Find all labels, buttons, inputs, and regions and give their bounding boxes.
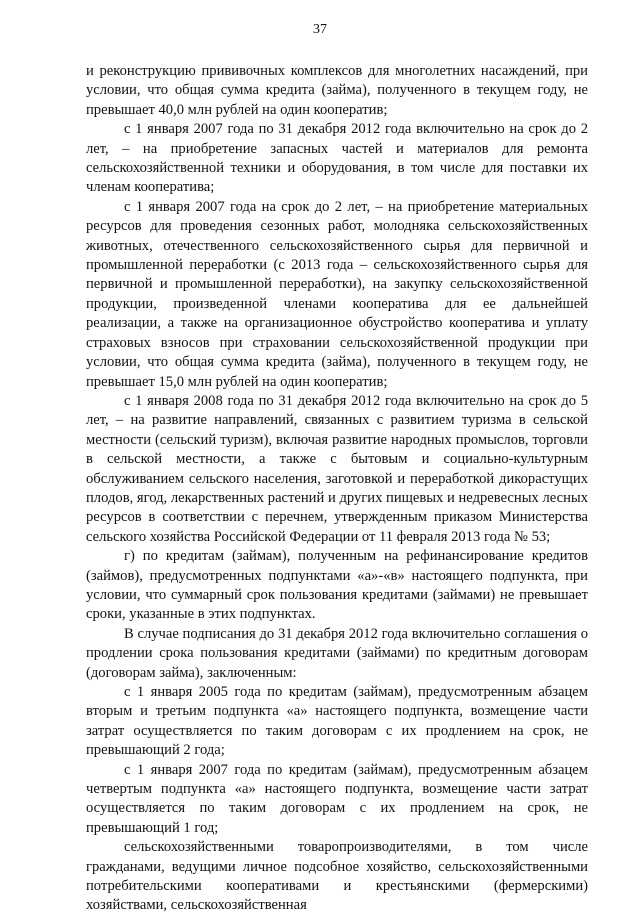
paragraph-3: с 1 января 2007 года на срок до 2 лет, – на приобретение материальных ресурсов для проведения сезонных работ, молодняка сельскохозяйственных животных, отечественного сельскохозяйственного сырья для первичной и промышленной переработки (с 2013 года – сельскохозяйственного сырья для первичной и промышленной переработки), на закупку сельскохозяйственной продукции, произведенной членами кооператива для ее дальнейшей реализации, а также на организационное обустройство кооператива и уплату страховых взносов при страховании сельскохозяйственной продукции при условии, что общая сумма кредита (займа), полученного в текущем году, не превышает 15,0 млн рублей на один кооператив;: [86, 198, 588, 390]
page-number: 37: [313, 22, 327, 37]
paragraph-8: с 1 января 2007 года по кредитам (займам), предусмотренным абзацем четвертым подпункта «а» настоящего подпункта, возмещение части затрат осуществляется по таким договорам с их продлением на срок, не превышающий 1 год;: [86, 761, 588, 836]
paragraph-7: с 1 января 2005 года по кредитам (займам), предусмотренным абзацем вторым и третьим подпункта «а» настоящего подпункта, возмещение части затрат осуществляется по таким договорам с их продлением на срок, не превышающий 2 года;: [86, 684, 588, 759]
paragraph-4: с 1 января 2008 года по 31 декабря 2012 года включительно на срок до 5 лет, – на развитие направлений, связанных с развитием туризма в сельской местности (сельский туризм), включая развитие народных промыслов, торговли в сельской местности, а также с бытовым и социально-культурным обслуживанием сельского населения, заготовкой и переработкой дикорастущих плодов, ягод, лекарственных растений и других пищевых и недревесных лесных ресурсов в соответствии с перечнем, утвержденным приказом Министерства сельского хозяйства Российской Федерации от 11 февраля 2013 года № 53;: [86, 392, 588, 545]
paragraph-6: В случае подписания до 31 декабря 2012 года включительно соглашения о продлении срока пользования кредитами (займами) по кредитным договорам (договорам займа), заключенным:: [86, 625, 588, 681]
paragraph-2: с 1 января 2007 года по 31 декабря 2012 года включительно на срок до 2 лет, – на приобретение запасных частей и материалов для ремонта сельскохозяйственной техники и оборудования, в том числе для поставки их членам кооператива;: [86, 121, 588, 196]
paragraph-9: сельскохозяйственными товаропроизводителями, в том числе гражданами, ведущими личное подсобное хозяйство, сельскохозяйственными потребительскими кооперативами и крестьянскими (фермерскими) хозяйствами, сельскохозяйственная: [86, 839, 588, 914]
body-text: [86, 62, 588, 916]
paragraph-5: г) по кредитам (займам), полученным на рефинансирование кредитов (займов), предусмотренных подпунктами «а»-«в» настоящего подпункта, при условии, что суммарный срок пользования кредитами (займами) не превышает сроки, указанные в этих подпунктах.: [86, 548, 588, 623]
paragraph-1: и реконструкцию прививочных комплексов для многолетних насаждений, при условии, что общая сумма кредита (займа), полученного в текущем году, не превышает 40,0 млн рублей на один кооператив;: [86, 63, 588, 118]
